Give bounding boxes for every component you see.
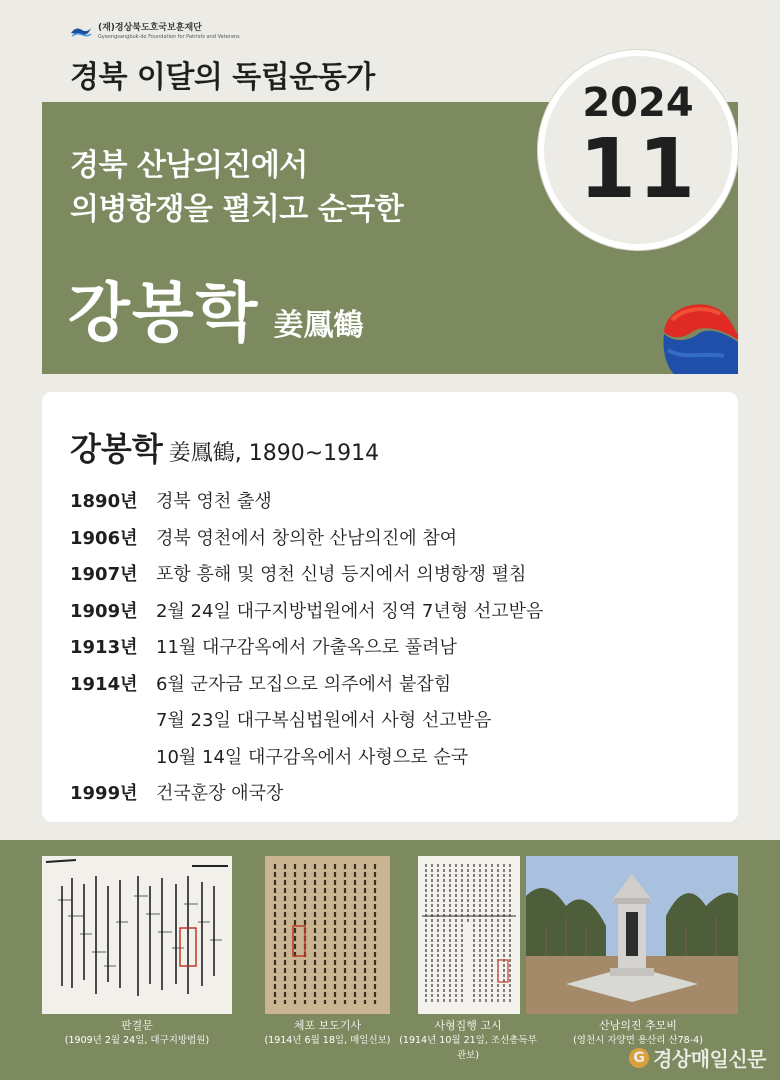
- photo-caption: [32, 1018, 242, 1048]
- photo-caption-subtitle: (1914년 10월 21일, 조선총독부 관보): [399, 1035, 537, 1061]
- monument-illustration: [526, 856, 738, 1014]
- timeline-event: 경북 영천 출생: [156, 491, 272, 513]
- timeline-year: 1914년: [70, 673, 138, 695]
- biography-meta: 姜鳳鶴, 1890~1914: [168, 441, 380, 466]
- timeline-row: [70, 555, 710, 592]
- newspaper-watermark: [629, 1043, 766, 1072]
- verdict-document-image: [42, 856, 232, 1014]
- timeline-year: 1909년: [70, 600, 138, 622]
- photo-caption-title: 체포 보도기사: [293, 1019, 362, 1032]
- timeline-row: [70, 628, 710, 665]
- execution-notice-image: [418, 856, 520, 1014]
- timeline-row: [70, 738, 710, 775]
- newspaper-illustration: [265, 856, 390, 1014]
- taegeuk-brush-icon: [654, 290, 738, 374]
- biography-heading: [70, 424, 379, 470]
- foundation-emblem-icon: [70, 25, 92, 39]
- timeline-row: [70, 519, 710, 556]
- date-year: 2024: [582, 80, 694, 126]
- timeline-year: 1907년: [70, 564, 138, 586]
- photo-caption: [398, 1018, 538, 1063]
- timeline-event: 10월 14일 대구감옥에서 사형으로 순국: [156, 746, 469, 768]
- watermark-text: 경상매일신문: [653, 1047, 766, 1071]
- timeline-row: [70, 592, 710, 629]
- hero-subtitle-line1: 경북 산남의진에서: [70, 148, 308, 183]
- verdict-document-illustration: [42, 856, 232, 1014]
- photo-caption: [245, 1018, 410, 1048]
- timeline-year: 1906년: [70, 527, 138, 549]
- newspaper-logo-icon: G: [629, 1048, 649, 1068]
- hero-name-hanja: 姜鳳鶴: [273, 308, 364, 343]
- photo-caption-title: 사형집행 고시: [434, 1019, 502, 1032]
- timeline-row: [70, 482, 710, 519]
- photo-gallery: [0, 856, 780, 1016]
- timeline-row: [70, 774, 710, 811]
- hero-name: [68, 262, 363, 354]
- hero-subtitle-line2: 의병항쟁을 펼치고 순국한: [70, 192, 404, 227]
- timeline-row: [70, 701, 710, 738]
- timeline-year: 1999년: [70, 783, 138, 805]
- photo-caption-title: 산남의진 추모비: [599, 1019, 677, 1032]
- timeline-event: 2월 24일 대구지방법원에서 징역 7년형 선고받음: [156, 600, 544, 622]
- timeline-event: 건국훈장 애국장: [156, 783, 284, 805]
- timeline-event: 경북 영천에서 창의한 산남의진에 참여: [156, 527, 458, 549]
- date-month: 11: [578, 122, 698, 217]
- page-title: 경북 이달의 독립운동가: [70, 60, 375, 95]
- timeline-year: 1890년: [70, 491, 138, 513]
- biography-name: 강봉학: [70, 430, 163, 468]
- memorial-monument-image: [526, 856, 738, 1014]
- photo-caption-title: 판결문: [121, 1019, 153, 1032]
- organization-name-en: Gyeongsangbuk-do Foundation for Patriots and Veterans: [98, 34, 240, 40]
- hero-name-korean: 강봉학: [68, 277, 260, 351]
- timeline-event: 7월 23일 대구복심법원에서 사형 선고받음: [156, 710, 492, 732]
- timeline-event: 포항 흥해 및 영천 신녕 등지에서 의병항쟁 펼침: [156, 564, 527, 586]
- hero-subtitle: [70, 144, 403, 232]
- organization-logo: [70, 24, 240, 40]
- arrest-news-image: [265, 856, 390, 1014]
- gazette-illustration: [418, 856, 520, 1014]
- date-badge: [538, 50, 738, 250]
- timeline-event: 6월 군자금 모집으로 의주에서 붙잡힘: [156, 673, 452, 695]
- organization-name: (재)경상북도호국보훈재단: [98, 23, 202, 33]
- timeline-year: 1913년: [70, 637, 138, 659]
- photo-caption-subtitle: (영천시 자양면 용산리 산78-4): [573, 1035, 703, 1046]
- timeline-event: 11월 대구감옥에서 가출옥으로 풀려남: [156, 637, 457, 659]
- timeline: [70, 482, 710, 811]
- photo-caption-subtitle: (1914년 6월 18일, 매일신보): [264, 1035, 391, 1046]
- timeline-row: [70, 665, 710, 702]
- photo-caption-subtitle: (1909년 2월 24일, 대구지방법원): [64, 1035, 210, 1046]
